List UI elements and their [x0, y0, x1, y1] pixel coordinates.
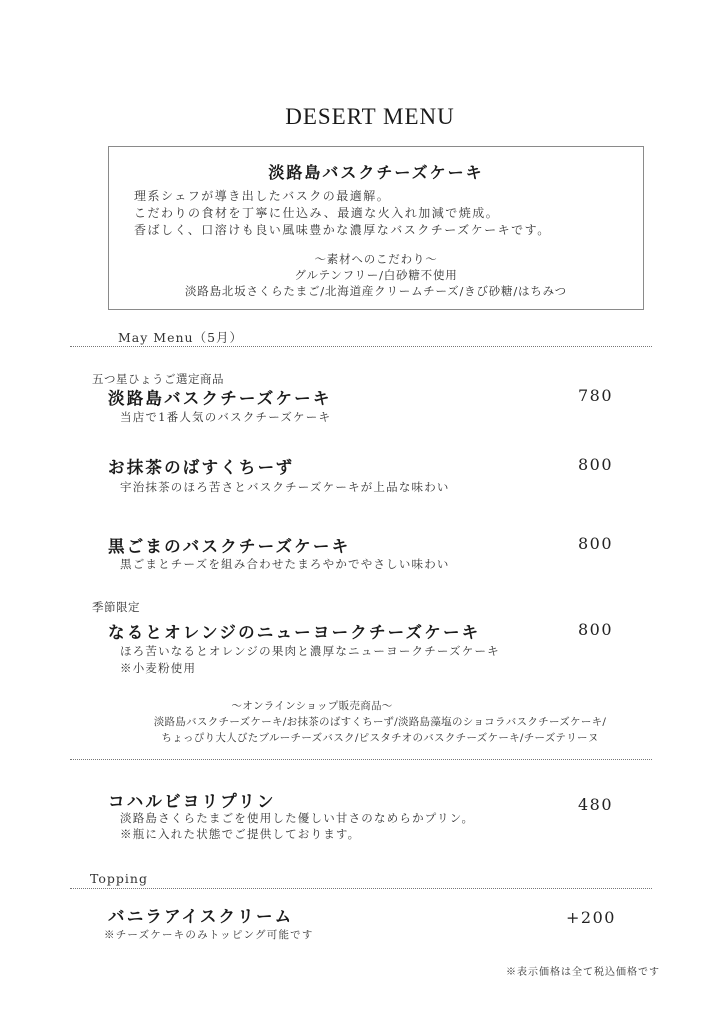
feature-description-line: 香ばしく、口溶けも良い風味豊かな濃厚なバスクチーズケーキです。	[134, 223, 551, 237]
menu-item-price: 780	[578, 386, 614, 405]
menu-item-price: 800	[578, 455, 614, 474]
ingredients-heading: ～素材へのこだわり～	[314, 252, 438, 266]
menu-item-name: 淡路島バスクチーズケーキ	[108, 389, 332, 408]
menu-item-price: 800	[578, 534, 614, 553]
menu-item-description: 当店で1番人気のバスクチーズケーキ	[120, 410, 332, 424]
menu-item-name: 黒ごまのバスクチーズケーキ	[108, 537, 351, 556]
menu-item-name: なるとオレンジのニューヨークチーズケーキ	[108, 623, 481, 642]
menu-item-name: コハルビヨリプリン	[108, 792, 276, 811]
menu-item-description: ほろ苦いなるとオレンジの果肉と濃厚なニューヨークチーズケーキ	[120, 644, 500, 658]
feature-description-line: こだわりの食材を丁寧に仕込み、最適な火入れ加減で焼成。	[134, 206, 500, 220]
menu-item-name: お抹茶のばすくちーず	[108, 458, 295, 477]
online-shop-line: 淡路島バスクチーズケーキ/お抹茶のばすくちーず/淡路島藻塩のショコラバスクチーズケーキ/	[153, 716, 607, 728]
feature-description-line: 理系シェフが導き出したバスクの最適解。	[134, 189, 391, 203]
menu-item-description: 淡路島さくらたまごを使用した優しい甘さのなめらかプリン。	[120, 811, 475, 825]
divider	[70, 346, 652, 347]
feature-title: 淡路島バスクチーズケーキ	[268, 163, 484, 182]
section-label-may-menu: May Menu（5月）	[118, 330, 244, 345]
topping-note: ※チーズケーキのみトッピング可能です	[104, 929, 314, 941]
ingredients-line: 淡路島北坂さくらたまご/北海道産クリームチーズ/きび砂糖/はちみつ	[185, 284, 567, 298]
menu-item-price: 480	[578, 795, 614, 814]
online-shop-line: ちょっぴり大人びたブルーチーズバスク/ピスタチオのバスクチーズケーキ/チーズテリーヌ	[161, 732, 599, 744]
online-shop-heading: ～オンラインショップ販売商品～	[231, 700, 393, 712]
divider	[70, 888, 652, 889]
divider	[70, 759, 652, 760]
tax-note: ※表示価格は全て税込価格です	[506, 967, 660, 978]
section-label-topping: Topping	[90, 871, 148, 886]
menu-item-price: 800	[578, 620, 614, 639]
menu-item-name: バニラアイスクリーム	[108, 907, 294, 926]
menu-item-note: ※小麦粉使用	[120, 661, 197, 675]
item-tag: 季節限定	[92, 600, 140, 614]
menu-item-description: 黒ごまとチーズを組み合わせたまろやかでやさしい味わい	[120, 557, 450, 571]
menu-item-note: ※瓶に入れた状態でご提供しております。	[120, 827, 361, 841]
page-title: DESERT MENU	[285, 104, 455, 129]
item-tag: 五つ星ひょうご選定商品	[92, 372, 224, 386]
menu-item-price: +200	[566, 908, 616, 927]
menu-item-description: 宇治抹茶のほろ苦さとバスクチーズケーキが上品な味わい	[120, 480, 450, 494]
ingredients-line: グルテンフリー/白砂糖不使用	[294, 268, 458, 282]
